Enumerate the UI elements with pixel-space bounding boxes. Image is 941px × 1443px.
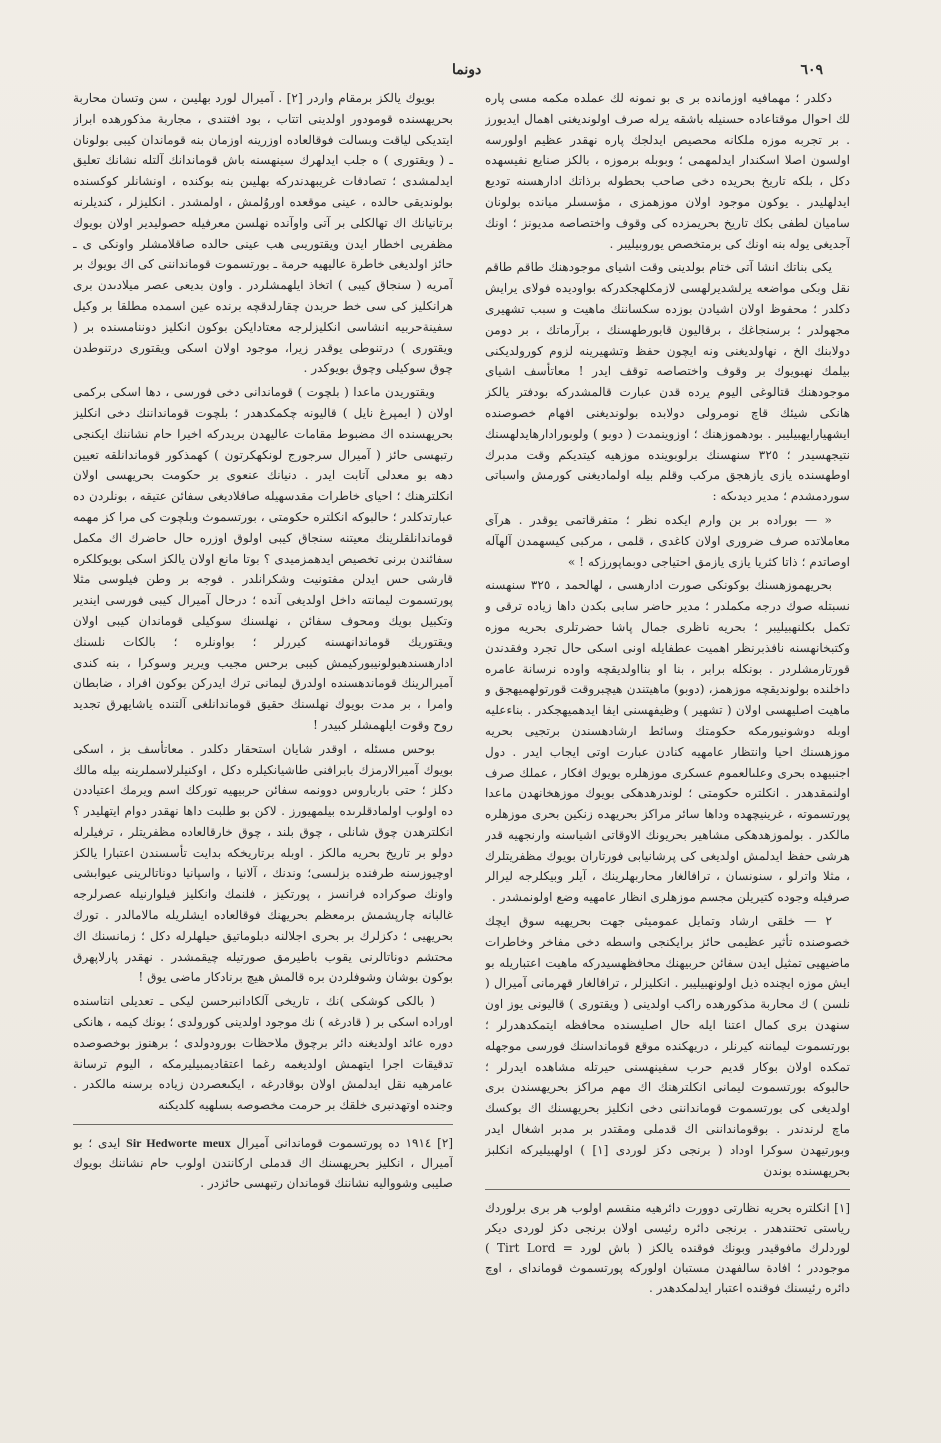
- running-head: [0, 62, 941, 82]
- paragraph: ٢ — خلقى ارشاد وتمايل عموميئى جهت بحريهيه سوق ايچك خصوصنده تأثير عظيمى حائز برايكنجى واسطه دخى مفاخر وخاطرات ماضيهيى تمثيل ايدن سفائن حربيهنك محافظهسيدركه ماهيت اعتباريله بو ايش موزه ايچنده ذيل اولونهبيليبر . انكليزلر ، ترافالغار قهرمانى آميرال ( نلسن ) ك محاربة مذكورهده راكب اولدينى ( ويقتورى ) قاليونى يوز اون سنهدن برى كمال اعتنا ايله حال اصليسنده محافظه ايتمكدهدرلر ؛ بورتسموت ليماننه كيرنلر ، دريهكنده موقع قومانداسنك فورسى موجهله تمكده اولان بوكار قديم حرب سفينهسنى حيرتله مشاهده ايدرلر ؛ حالبوكه بورتسموت ليمانى انكلترهنك اك مهم مراكز بحريهسندن برى اولديغى كى بورتسموت قومانداننى دخى انكليز بحريهسنك اك بوكسك ماچ لرندندر . بوقومانداننى اك قدملى ومقتدر بر مدبر اشغال ايدر وبورتيهدن سوكرا اوداد ( برنجى دكز لوردى [١] ) اولهبيليركه انكلبز بحريهسنده بوندن: [485, 914, 850, 1178]
- footnote-divider: [485, 1189, 850, 1190]
- paragraph: بويوك يالكز برمقام واردر [٢] . آميرال لورد بهليىن ، سن وتسان محاربة بحريهسنده قومودور اولدينى اتتاب ، بود افتندى ، مجاربة مذكورهده ابراز ايتديكى لياقت وبسالت فوقالعاده اوزرينه اوزمان بنه قوماندان كيبى بولونان ـ ( ويقتورى ) ه جلب ايدلهرك سينهسنه باش قوماندانك آلتله نشانك تعليق ايدلمشدى ؛ تصادفات غريبهدندركه بهليىن بنه بوكنده ، اونشانلر كوكسنده بولونديقى حالده ، عينى موقعده اوروُلمش ، اولمشدر . انكليزلر ، كنديلرنه برتانيانك اك تهالكلى بر آتى واوآنده نهلسن معرفيله حصوليدير اولان بويوك مظفريى اخطار ايدن ويقتوريىى هب عينى حالده صاقلامشلر واونكى ى ـ حائز اولديغى خاطرة عاليهيه حرمة ـ بورتسموت قومانداننى كى اك بويوك بر آمريه ( سنجاق كيبى ) اتخاذ ايلهمشلردر . واون بديعى عصر ميلادىدن برى هرانكليز كى سى خط حربدن چقارلدقچه برنده عين اسمده مطلقا بر وكيل سفينةحربيه انشاسى انكليزلرجه معتادايكن بوكون انكليز دوننامسنده بر ( ويقتورى ) درتنوطى يوقدر زيرا، موجود اولان اسكى ويقتورى درتنوطدن چوق سوكيلى وچوق بويوكدر .: [73, 91, 453, 376]
- paragraph: بحريهموزهسنك بوكونكى صورت ادارهسى ، لهالحمد ، ٣٢٥ سنهسنه نسبتله صوك درجه مكملدر ؛ مدير حاضر سابى بكدن داها زياده ترقى و تكمل بكلنهبيليبر ؛ بحريه ناظرى جمال پاشا حضرتلرى بحريه موزه وكتبخانهسنه نافذبرنظر اهميت عطفايله اونى اسكى حال تجرد وفقدندن قورتارمشلردر . بونكله برابر ، بنا او بنااولديقچه واوده نرسانة عامره داخلنده بولونديقچه موزهمز، (دوبو) ماهيتندن هيچبروقت قورتولهميهجق و ماهيت اصليهسى اولان ( تشهير ) وظيفهسنى ايفا ايدهميهجكدر . بناءعليه اوبله دوشونيورمكه حكومتك وسائط ارشادهسندن برتجيى بحريه موزهسنك احيا وانتظار عامهيه كنادن عبارت اوتى ايجاب ايدر . دول اجنبيهده بحرى وعلىالعموم عسكرى موزهلره بويوك افكار ، عملك صرف اولنمقدهدر . انكلتره حكومتى ؛ لوندرهدهكى بويوك موزهخانهدن ماعدا پورتسموته ، غرينيچهده وداها سائر مراكز بحريهده زنكين بحرى موزهلره مالكدر . بولموزهدهكى مشاهير بحريونك الاوقاتى اشياسنه وارنجهيه قدر هرشى حفظ ايدلمش اولديغى كى پرشانيابى فورتاران بويوك مظفريتلرك ، مثلا واترلو ، سنونسان ، ترافالغار محاربهلرينك ، آيلر وبيكلرجه ليرالر صرفيله وجوده كتيريلن مجسم موزهلرى انظار عامهيه وضع اولونمشدر .: [485, 578, 850, 905]
- right-column: [485, 88, 850, 1338]
- footnote: [73, 1133, 453, 1193]
- footnote-text: [٢] ١٩١٤ ده پورتسموت قوماندانى آميرال: [236, 1136, 453, 1151]
- paragraph: ( بالكى كوشكى )نك ، تاريخى آلكادانبرحسن ليكى ـ تعديلى انتاسنده اوراده اسكى بر ( قادرغه ) نك موجود اولدينى كورولدى ؛ بونك كيمه ، هانكى دوره عائد اولديغنه دائر برچوق ملاحظات بورودولدى ؛ برهنوز بوخصوصده تدقيقات اجرا ايتهمش اولديغمه رغما اعتقاديمبيليرمكه ، اليوم ترسانة عامرهيه نقل ايدلمش اولان بوقادرغه ، ايكىعصردن زياده برسنه مالكدر . وجنده اوتهدنبرى خلقك بر حرمت مخصوصه بسلهيه كلديكنه: [73, 994, 453, 1113]
- paragraph: يكى بناتك انشا آتى ختام بولدينى وقت اشياى موجودهنك طاقم طاقم نقل وبكى مواضعه يرلشديرلهسى لازمكلهجكدركه بواوديده فولاى يرايش دكلدر ؛ محفوظ اولان اشيادن بوزده سكساننك ماهيت و سبب تشهيرى مجهولدر ؛ برسنجاغك ، برقاليون قابورطهسنك ، برآرماتك ، بر دومن دولابنك الخ ، نهاولديغنى ونه ايچون حفظ وتشهيرينه لزوم كورولديكنى بيلمك نهبويوك بر وقوف واختصاصه توقف ايدر ! معاتأسف اشياى موجودهنك قتالوغى اليوم يرده قدن عبارت قالمشدركه بودفتر يالكز هانكى شيئك قاچ نومرولى دولابده بولونديغنى افهام خصوصنده ايشهيارايهبيليبر . بودهموزهنك ؛ اوزوينمدت ( دوبو ) ولوبورادارهايدلهسنك نتيجهسيدر ؛ ٣٢٥ سنهسنك برلوبوينده موزهيه كيتديكم وقت مدبرك اوطهسنده يازى يازهجق مركب وقلم بيله اولماديغنى كورمش واسباتى سوردمشدم ؛ مدير ديدىكه :: [485, 260, 850, 504]
- paragraph: ويقتوريدن ماعدا ( بلچوت ) قوماندانى دخى فورسى ، دها اسكى بركمى اولان ( ايمپرغ نايل ) قاليونه چكمكدهدر ؛ بلچوت قومانداننك دخى انكليز بحريهسنده اك مضبوط مقامات عاليهدن بريدركه اخيرا حام نشاننك ايكنجى رتبهسى حائز ( آميرال سرجورج لونكهكرتون ) كهمذكور قوماندانلقه تعيين دهه بو معدلى آتابت ايدر . دنيانك عنعوى بر حكومت بحريهسى اولان انكلترهنك ؛ احياى خاطرات مقدسهيله صافلاديغى سفائن عتيقه ، بونلردن ده عبارتدكلدر ؛ حالبوكه انكلتره حكومتى ، بورتسموث وبلچوت كى مرا كز مهمه قوماندانلقلرينك معيتنه سنجاق كيبى اولوق اوزره حال حاضرك اك مكمل سفائندن برنى تخصيص ايدهمزميدى ؟ بوتا مانع اولان يالكز اسكى بويوكلكره قارشى حس ايدلن مفتونيت وشكرانلدر . فوجه بر وطن فيلوسى مثلا پورتسموت ليمانته داخل اولديغى آنده ؛ درحال آميرال كيبى فورسى ايندير وتكبيل بويك ومحوف سفائن ، نهلسنك سوكيلى قوماندان كيبى اولان ويقتوريك قوماندانهسنه كيررلر ؛ بواونلره ؛ بالكات نلسنك ادارهسندهبولونيبوركيمش كيبى برحس مجيب ويرير وسوكرا ، بنه كندى آميرالرينك قوماندهسنده اولدرق ليمانى ترك ايدركن بوكون افراد ، ضابطان وامرا ، بر مدت بويوك نهلسنك حقيق قوماندانلغى آلتنده ياشايهرق تجديد روح وقوت ايلهمشلر كبيدر !: [73, 385, 453, 732]
- footnote-latin-name: Sir Hedworte: [126, 1136, 197, 1151]
- paragraph: دكلدر ؛ مهمافيه اوزمانده بر ى بو نمونه لك عملده مكمه مسى پاره لك احوال موقتاعاده حسنيله باشقه يرله صرف اولونديغنى اهمال ايديورز . بر تجربه موزه ملكانه محصيص ايدلجك پاره نهقدر عظيم اولورسه اولسون اصلا اسكندار ايدلمهمى ؛ وبوبله برموزه ، بالكز صنايع نفيسهده دكل ، بلكه تاريخ بحريده دخى صاحب بحطوله برذاتك ادارهسنه توديع ايدلهليدر . يوكون موجود اولان موزهمزى ، مؤسسلر ميانده بولونان ساميان لطفى بكك تاريخ بحريمزده كى وقوف واختصاصه مديونز ؛ اونك آجديغى يوله بنه اونك كى برمتخصص يوروبيليبر .: [485, 91, 850, 251]
- page-number: ٦٠٩: [800, 62, 823, 78]
- footnote-text: ايدى ؛ بو آميرال ، انكليز بحريهسنك اك قدملى اركانندن اولوب حام نشاننك بويوك صليبى وشوواليه نشاننك قوماندان رتبهسى حائزدر .: [73, 1136, 453, 1191]
- left-column: [73, 88, 453, 1313]
- paragraph: « — بوراده بر بن وارم ايكده نظر ؛ متفرقاتمى يوقدر . هرآى معاملاتده صرف ضرورى اولان كاغدى ، قلمى ، مركبى كيسهمدن آلهآله اوصاتدم ؛ ذاتا كثريا يازى يازمق احتياجى دوبماپورزكه ! »: [485, 512, 850, 569]
- page-title: دونما: [452, 62, 482, 78]
- footnote-latin-name: meux: [202, 1136, 231, 1151]
- paragraph: بوحس مسئله ، اوقدر شايان استحقار دكلدر . معاتأسف بز ، اسكى بويوك آميرالارمزك بابرافنى طاشيانكيلره دكل ، اوكنيلرلاسملرينه بيله مالك دكلز ؛ حتى بارباروس دوونمه سفائن حربيهيه توركك اسم ويرمك اعتياددن ده اولوب اولمادقلرىده بيلمهيورز . لاكن بو طلبت داها نهقدر دوام ايتهليدر ؟ انكلترهدن چوق شانلى ، چوق بلند ، چوق خارقالعاده مظفريتلر ، ترفيلرله دولو بر تاريخ بحريه مالكز . اوبله برتاريخكه بدايت تأسسندن اعتبارا يالكز اوچيوزسنه طرفنده بزلىسى؛ وندنك ، آلانيا ، واسپانيا دوناتالرينى عيوابشى واونك صوكراده فرانسز ، پورتكيز ، فلنمك وانكليز فيلوارنيله عصرلرجه غالبانه چارپشمش برمعظم بحريهنك فوقالعاده ايشلريله مالامالدر . تورك بحريهيى ؛ دكزلرك بر بحرى اجلالنه دبلوماتيق حيلهلرله دكل ؛ زمانسنك اك محتشم دوناتالرنى يقوب باطيرمق صورتيله چيقمشدر . نهقدر پارلاپهرق بوكون بوشان وشوفلردن برە قالمش هيچ برنادكار ماضى يوق !: [73, 741, 453, 985]
- footnote: [١] انكلتره بحريه نظارتى دوورت دائرهيه منقسم اولوب هر برى برلوردك رياستى تحتندهدر . برنجى دائره رئيسى اولان برنجى دكز لوردى ديكر لوردلرك مافوقيدر وبونك فوقنده يالكز ( باش لورد = Tirt Lord ) موجوددر ؛ افادة سالفهدن مستبان اولوركه پورتسموث قومانداى ، اوچ دائره رئيسنك فوقنده اعتبار ايدلمكدهدر .: [485, 1201, 850, 1296]
- footnote-divider: [73, 1124, 453, 1125]
